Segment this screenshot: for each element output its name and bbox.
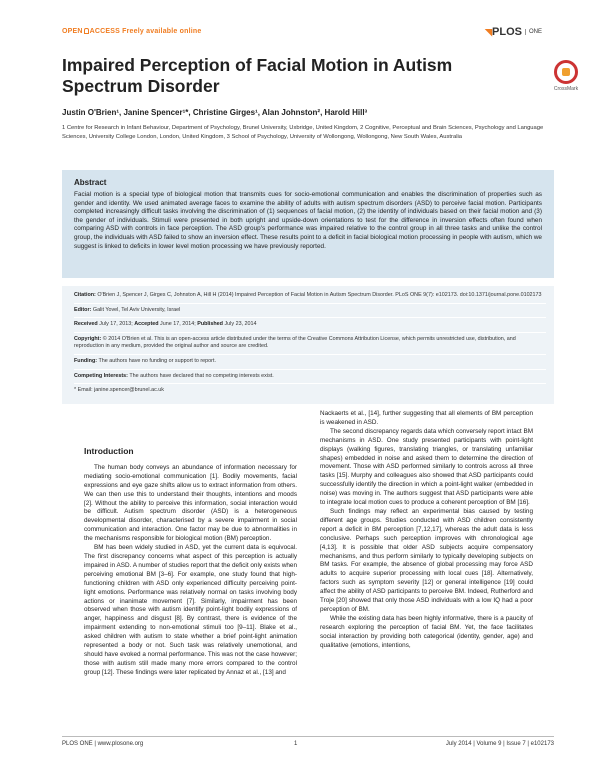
crossmark-label: CrossMark — [553, 86, 579, 92]
editor-text: Galit Yovel, Tel Aviv University, Israel — [92, 306, 181, 313]
footer-journal-url[interactable]: PLOS ONE | www.plosone.org — [62, 741, 144, 747]
citation-row — [74, 289, 546, 304]
crossmark-icon — [554, 60, 578, 84]
article-metadata — [62, 286, 554, 404]
funding-text: The authors have no funding or support to report. — [98, 357, 216, 364]
journal-header — [62, 26, 542, 40]
accepted-date: June 17, 2014; — [160, 321, 196, 328]
funding-label: Funding: — [74, 357, 98, 364]
author-email[interactable]: * Email: janine.spencer@brunel.ac.uk — [74, 387, 164, 394]
open-access-badge[interactable] — [62, 28, 201, 35]
copyright-label: Copyright: — [74, 335, 102, 342]
body-paragraph: The second discrepancy regards data which conversely report intact BM mechanisms in ASD. One study presented participants with point-light displays (walking figures, translating triangles, or translating unfamiliar shapes) embedded in noise and asked them to determine the direction of movement. Those with ASD performed similarly to controls across all three tasks [15]. Murphy and colleagues also showed that ASD participants could successfully identify the direction in which a point-light walker (embedded in noise) was moving in. The authors suggest that ASD participants were able to integrate local motion cues to produce a coherent perception of BM [16]. — [320, 427, 533, 507]
crossmark-badge[interactable] — [548, 60, 584, 92]
email-row — [74, 384, 546, 398]
journal-logo[interactable] — [485, 26, 542, 38]
abstract-text: Facial motion is a special type of biological motion that transmits cues for socio-emotional communication and enables the discrimination of properties such as gender and identity. We used animated average faces to examine the ability of adults with autism spectrum disorders (ASD) to perceive facial motion. Participants completed increasingly difficult tasks involving the discrimination of (1) sequences of facial motion, (2) the identity of individuals based on their facial motion and (3) the gender of individuals. Stimuli were presented in both upright and upside-down orientations to test for the difference in inversion effects often found when comparing ASD with controls in face perception. The ASD group's performance was impaired relative to the control group in all three tasks and unlike the control group, the individuals with ASD failed to show an inversion effect. These results point to a deficit in facial biological motion processing in people with autism, which we suggest is linked to deficits in lower level motion processing we have previously reported. — [74, 191, 542, 250]
copyright-text: © 2014 O'Brien et al. This is an open-access article distributed under the terms of the Creative Commons Attribution License, which permits unrestricted use, distribution, and reproduction in any medium, provided the original author and source are credited. — [74, 335, 516, 350]
copyright-row — [74, 333, 546, 355]
abstract-box — [62, 170, 554, 278]
body-column-right — [320, 410, 533, 650]
competing-text: The authors have declared that no competing interests exist. — [129, 372, 274, 379]
citation-text: O'Brien J, Spencer J, Girges C, Johnston A, Hill H (2014) Impaired Perception of Facial Motion in Autism Spectrum Disorder. PLoS ONE 9(7): e102173. doi:10.1371/journal.pone.0102173 — [97, 292, 542, 298]
plos-arrow-icon: ◥ — [485, 27, 493, 37]
paper-title: Impaired Perception of Facial Motion in Autism Spectrum Disorder — [62, 55, 453, 96]
open-access-label: OPEN — [62, 28, 83, 35]
journal-sub: ONE — [525, 29, 542, 35]
journal-name: PLOS — [492, 26, 522, 38]
lock-icon — [84, 28, 89, 34]
body-paragraph: BM has been widely studied in ASD, yet the current data is equivocal. The first discrepancy concerns what aspect of this perception is actually impaired in ASD. A number of studies report that the deficit only exists when perceiving emotional BM [3–6]. For example, one study found that high-functioning children with ASD only experienced difficulty perceiving point-light emotions. Performance was relatively normal on tasks involving body actions or inanimate movement [7]. Similarly, impairment has been observed when those with autism identify point-light bodily expressions of anger, happiness and disgust [8]. By contrast, there is evidence of the impairment extending to non-emotional stimuli too [9–11]. Blake et al., asked children with autism to state whether a brief point-light animation represented a body or not. Such task was relatively unemotional, and should have evoked a normal performance. This was not the case however; those with autism still made many more errors compared to the control group [12]. These findings were later replicated by Annaz et al., [13] and — [84, 544, 297, 676]
dates-row — [74, 318, 546, 333]
published-label: Published — [197, 321, 223, 328]
affiliations: 1 Centre for Research in Infant Behaviour, Department of Psychology, Brunel University, Uxbridge, United Kingdom, 2 Cognitive, Perceptual and Brain Sciences, Psychology and Language Sciences, University College London, London, United Kingdom, 3 School of Psychology, University of Wollongong, Wollongong, New South Wales, Australia — [62, 125, 544, 140]
footer-issue: July 2014 | Volume 9 | Issue 7 | e102173 — [445, 741, 554, 747]
body-paragraph: While the existing data has been highly informative, there is a paucity of research exploring the perception of facial BM. Yet, the face facilitates social interaction by providing both categorical (identity, gender, age) and qualitative (emotions, intentions, — [320, 614, 533, 649]
citation-label: Citation: — [74, 292, 96, 298]
competing-label: Competing Interests: — [74, 372, 128, 379]
body-paragraph: Nackaerts et al., [14], further suggesting that all elements of BM perception is weakened in ASD. — [320, 410, 533, 426]
editor-label: Editor: — [74, 306, 92, 313]
page-number: 1 — [294, 741, 298, 747]
editor-row — [74, 304, 546, 319]
published-date: July 23, 2014 — [224, 321, 257, 328]
introduction-heading: Introduction — [84, 446, 134, 456]
competing-row — [74, 370, 546, 385]
accepted-label: Accepted — [134, 321, 159, 328]
received-date: July 17, 2013; — [99, 321, 133, 328]
abstract-heading: Abstract — [74, 178, 107, 187]
funding-row — [74, 355, 546, 370]
received-label: Received — [74, 321, 98, 328]
author-list: Justin O'Brien¹, Janine Spencer¹*, Christine Girges¹, Alan Johnston², Harold Hill³ — [62, 108, 368, 117]
body-paragraph: The human body conveys an abundance of information necessary for mediating socio-emotional communication [1]. Bodily movements, facial expressions and eye gaze shifts allow us to extract information from others. We can then use this to understand their thoughts, intentions and moods [2]. Without the ability to perceive this information, social interaction would be difficult. Autism spectrum disorder (ASD) is a heterogeneous developmental disorder, characterised by a severe impairment in social communication and interaction. One factor may be due to abnormalities in the mechanisms responsible for biological motion (BM) perception. — [84, 463, 297, 543]
footer-divider — [62, 736, 554, 737]
body-paragraph: Such findings may reflect an experimental bias caused by testing different age groups. Studies conducted with ASD children consistently report a deficit in BM perception [7,12,17], whereas the adult data is less conclusive. Perhaps such perception improves with chronological age [4,13]. It is possible that older ASD subjects acquire compensatory mechanisms, and thus perform similarly to typically developing subjects on BM tasks. For example, the absence of global processing may force ASD adults to acquire superior processing with local cues [18]. Alternatively, factors such as symptom severity [12] or general intelligence [19] could affect the ability of ASD participants to perceive BM. Indeed, Rutherford and Troje [20] showed that only those ASD individuals with a low IQ had a poor perception of BM. — [320, 507, 533, 613]
open-access-text: ACCESS Freely available online — [89, 28, 202, 35]
body-column-left — [84, 447, 297, 678]
